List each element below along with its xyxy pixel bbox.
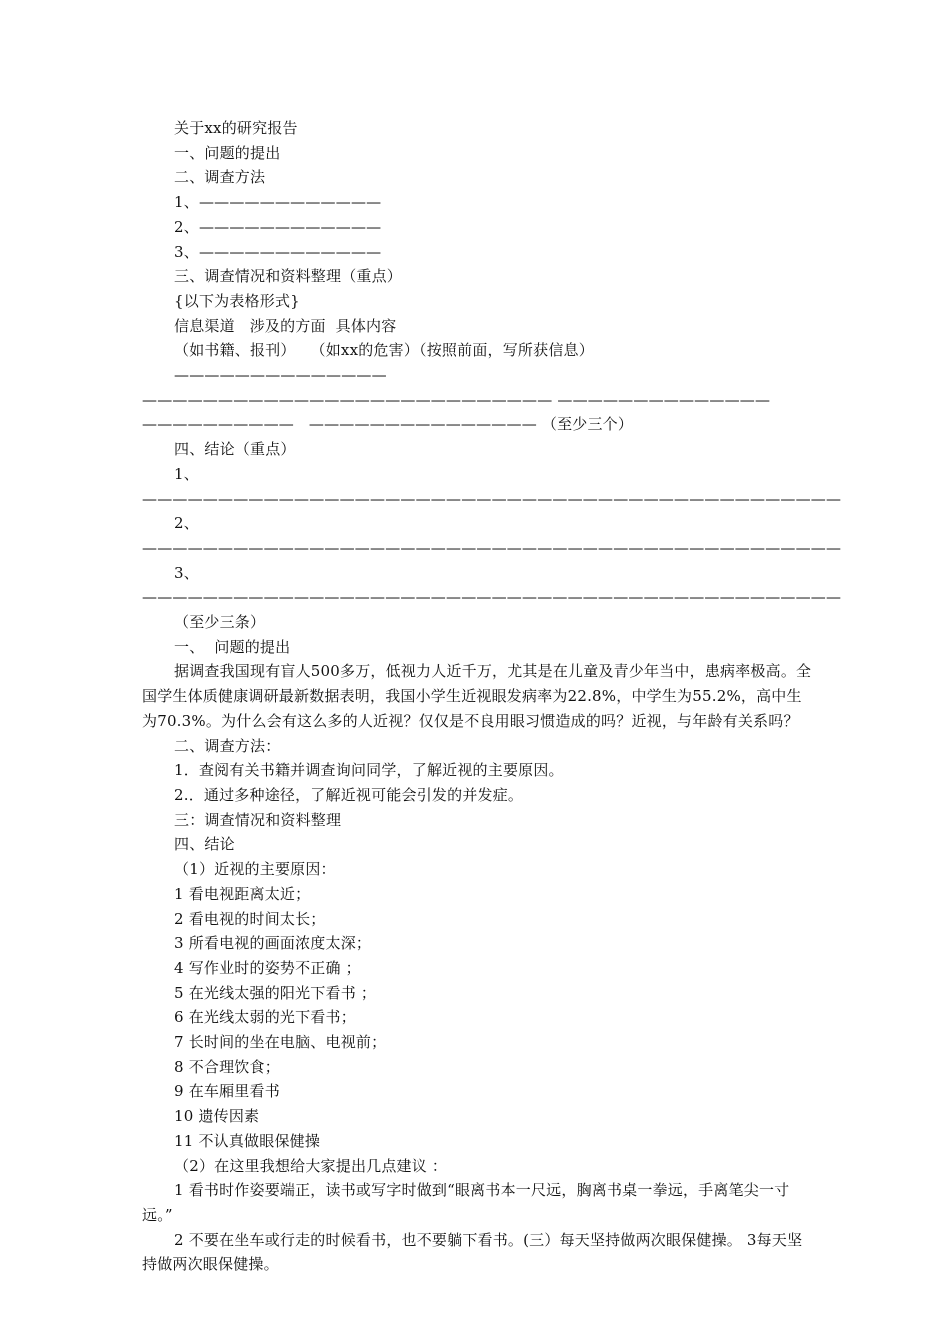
document-body [142, 116, 842, 1277]
paragraph: 1 看书时作姿要端正，读书或写字时做到“眼离书本一尺远，胸离书桌一拳远，手离笔尖一寸远。” [142, 1181, 790, 1224]
section-heading: 二、调查方法 [174, 168, 266, 187]
paragraph: 据调查我国现有盲人500多万，低视力人近千万，尤其是在儿童及青少年当中，患病率极高。全国学生体质健康调研最新数据表明，我国小学生近视眼发病率为22.8%，中学生为55.2%，高中生为70.3%。为什么会有这么多的人近视？仅仅是不良用眼习惯造成的吗？近视，与年龄有关系吗？ [142, 662, 812, 730]
section-heading: 三：调查情况和资料整理 [174, 810, 342, 829]
section-heading: 一、问题的提出 [174, 143, 281, 162]
list-item: 8 不合理饮食； [174, 1057, 280, 1076]
blank-line: 2、———————————— [174, 217, 382, 236]
list-item: 3 所看电视的画面浓度太深； [174, 934, 372, 953]
list-item: 2 看电视的时间太长； [174, 909, 326, 928]
list-item: 5 在光线太强的阳光下看书 ； [174, 983, 377, 1002]
table-header: 信息渠道 涉及的方面 具体内容 [174, 316, 397, 335]
list-item: 11 不认真做眼保健操 [174, 1131, 321, 1150]
section-heading: 四、结论（重点） [174, 440, 296, 459]
subsection-heading: （1）近视的主要原因： [174, 860, 336, 879]
section-heading: 三、调查情况和资料整理（重点） [174, 267, 403, 286]
table-format-note: {以下为表格形式} [174, 291, 300, 310]
list-item: 10 遗传因素 [174, 1107, 260, 1126]
list-item: 2.．通过多种途径，了解近视可能会引发的并发症。 [174, 785, 524, 804]
blank-line: 3、—————————————————————————————————————————————— [142, 563, 842, 607]
list-item: 9 在车厢里看书 [174, 1082, 280, 1101]
note: （至少三条） [174, 613, 266, 632]
list-item: 7 长时间的坐在电脑、电视前； [174, 1033, 387, 1052]
subsection-heading: （2）在这里我想给大家提出几点建议 ： [174, 1156, 448, 1175]
list-item: 1．查阅有关书籍并调查询问同学，了解近视的主要原因。 [174, 761, 564, 780]
section-heading: 二、调查方法： [174, 736, 281, 755]
table-example: （如书籍、报刊） （如xx的危害）（按照前面，写所获信息） [174, 341, 594, 360]
section-heading: 四、结论 [174, 835, 235, 854]
list-item: 6 在光线太弱的光下看书； [174, 1008, 356, 1027]
blank-line: 1、———————————— [174, 193, 382, 212]
list-item: 4 写作业时的姿势不正确 ； [174, 958, 361, 977]
list-item: 1 看电视距离太近； [174, 884, 311, 903]
blank-line: 3、———————————— [174, 242, 382, 261]
document-title: 关于xx的研究报告 [174, 119, 298, 137]
blank-line: 1、—————————————————————————————————————————————— [142, 464, 842, 508]
section-heading: 一、 问题的提出 [174, 637, 291, 656]
paragraph: 2 不要在坐车或行走的时候看书，也不要躺下看书。(三）每天坚持做两次眼保健操。 3每天坚持做两次眼保健操。 [142, 1230, 803, 1274]
table-blank-row: —————————————— ——————————————————————————— —————————————— —————————— ——————————————— （至少三个） [142, 366, 776, 434]
blank-line: 2、—————————————————————————————————————————————— [142, 514, 842, 557]
